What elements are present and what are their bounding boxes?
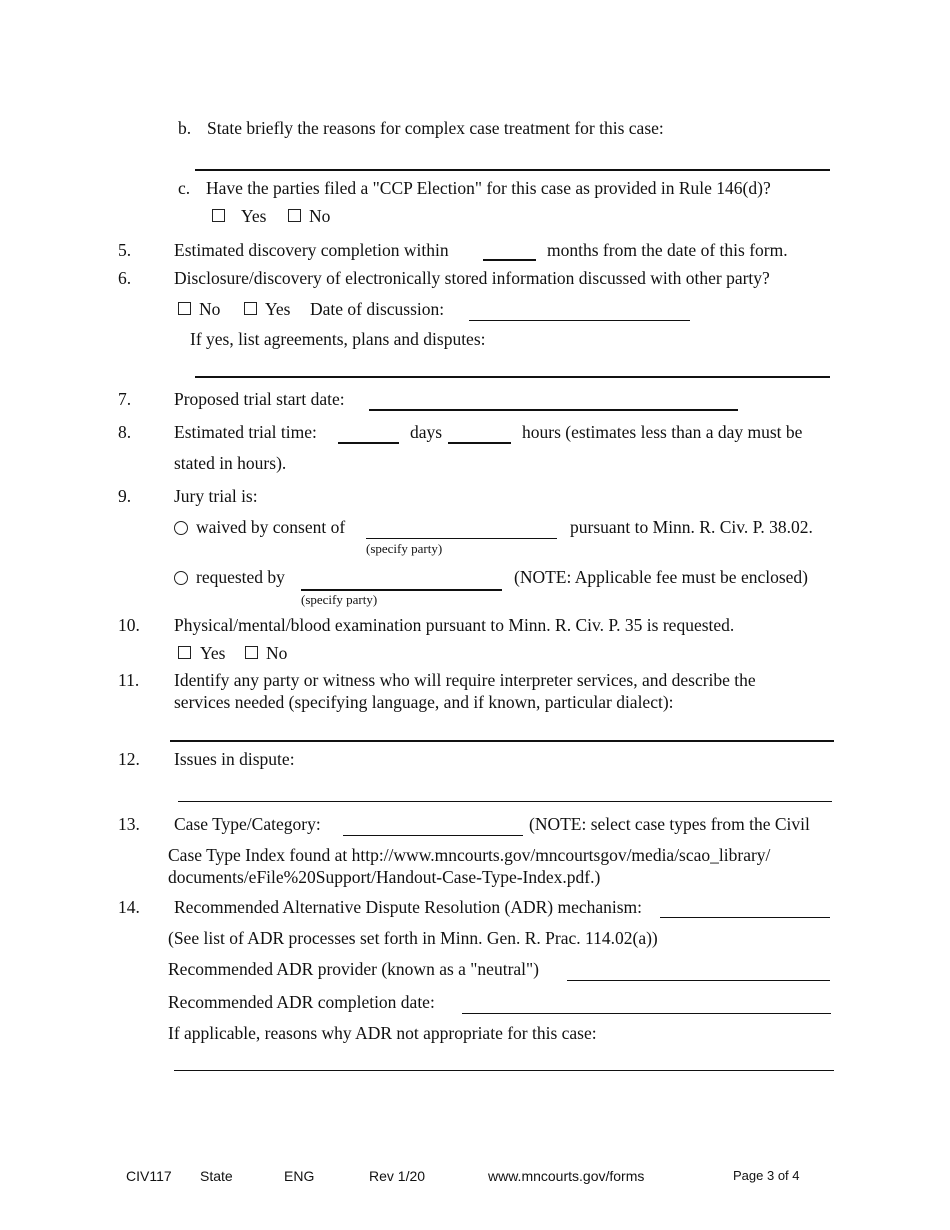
- adr-reasons-label: If applicable, reasons why ADR not appropriate for this case:: [168, 1023, 597, 1043]
- item-9-number: 9.: [118, 486, 132, 506]
- ccp-no-label: No: [309, 206, 331, 226]
- adr-provider-label: Recommended ADR provider (known as a "neutral"): [168, 959, 539, 979]
- footer-revision: Rev 1/20: [369, 1168, 426, 1184]
- item-13-line2: Case Type Index found at http://www.mncourts.gov/mncourtsgov/media/scao_library/: [168, 845, 771, 865]
- days-label: days: [410, 422, 443, 442]
- item-12-number: 12.: [118, 749, 140, 769]
- esi-no-checkbox[interactable]: [178, 302, 191, 315]
- interpreter-services-field[interactable]: [170, 740, 834, 742]
- footer-form-number: CIV117: [126, 1168, 172, 1184]
- jury-waived-rule-text: pursuant to Minn. R. Civ. P. 38.02.: [570, 517, 813, 537]
- item-6-text: Disclosure/discovery of electronically stored information discussed with other party?: [174, 268, 770, 288]
- adr-completion-label: Recommended ADR completion date:: [168, 992, 435, 1012]
- item-13-text: Case Type/Category:: [174, 814, 321, 834]
- item-8-text-b: hours (estimates less than a day must be: [522, 422, 803, 442]
- item-11-number: 11.: [118, 670, 140, 690]
- item-14-text: Recommended Alternative Dispute Resolution (ADR) mechanism:: [174, 897, 643, 917]
- item-13-line3: documents/eFile%20Support/Handout-Case-Type-Index.pdf.): [168, 867, 601, 887]
- item-7-text: Proposed trial start date:: [174, 389, 345, 409]
- item-8-text: Estimated trial time:: [174, 422, 317, 442]
- esi-date-field[interactable]: [469, 320, 690, 321]
- esi-yes-label: Yes: [265, 299, 291, 319]
- item-14-see-list: (See list of ADR processes set forth in Minn. Gen. R. Prac. 114.02(a)): [168, 928, 658, 948]
- adr-reasons-field[interactable]: [174, 1070, 834, 1071]
- item-9-text: Jury trial is:: [174, 486, 258, 506]
- jury-requested-label: requested by: [196, 567, 285, 587]
- exam-yes-label: Yes: [200, 643, 226, 663]
- esi-yes-checkbox[interactable]: [244, 302, 257, 315]
- jury-requested-radio[interactable]: [174, 571, 188, 585]
- exam-no-checkbox[interactable]: [245, 646, 258, 659]
- item-12-text: Issues in dispute:: [174, 749, 295, 769]
- item-10-text: Physical/mental/blood examination pursuant to Minn. R. Civ. P. 35 is requested.: [174, 615, 735, 635]
- item-4c-text: Have the parties filed a "CCP Election" for this case as provided in Rule 146(d)?: [206, 178, 771, 198]
- adr-mechanism-field[interactable]: [660, 917, 830, 918]
- footer-language: ENG: [284, 1168, 315, 1184]
- requested-party-field[interactable]: [301, 589, 502, 591]
- item-11-line1: Identify any party or witness who will require interpreter services, and describe the: [174, 670, 756, 690]
- discovery-months-field[interactable]: [483, 259, 536, 261]
- item-5-number: 5.: [118, 240, 132, 260]
- item-5-text: Estimated discovery completion within: [174, 240, 449, 260]
- footer-url[interactable]: www.mncourts.gov/forms: [488, 1168, 645, 1184]
- esi-if-yes-label: If yes, list agreements, plans and disputes:: [190, 329, 486, 349]
- item-5-text-b: months from the date of this form.: [547, 240, 788, 260]
- exam-no-label: No: [266, 643, 288, 663]
- requested-specify-party-caption: (specify party): [301, 592, 378, 607]
- item-6-number: 6.: [118, 268, 132, 288]
- trial-start-date-field[interactable]: [369, 409, 738, 411]
- case-type-field[interactable]: [343, 835, 523, 836]
- item-13-note: (NOTE: select case types from the Civil: [529, 814, 810, 834]
- waived-party-field[interactable]: [366, 538, 557, 539]
- complex-reasons-field[interactable]: [195, 169, 830, 171]
- adr-provider-field[interactable]: [567, 980, 830, 981]
- trial-hours-field[interactable]: [448, 442, 511, 444]
- ccp-yes-checkbox[interactable]: [212, 209, 225, 222]
- esi-date-label: Date of discussion:: [310, 299, 445, 319]
- ccp-no-checkbox[interactable]: [288, 209, 301, 222]
- jury-fee-note: (NOTE: Applicable fee must be enclosed): [514, 567, 808, 587]
- esi-agreements-field[interactable]: [195, 376, 830, 378]
- item-8-text-c: stated in hours).: [174, 453, 287, 473]
- item-4b-text: State briefly the reasons for complex case treatment for this case:: [207, 118, 664, 138]
- ccp-yes-label: Yes: [241, 206, 267, 226]
- issues-in-dispute-field[interactable]: [178, 801, 832, 802]
- item-7-number: 7.: [118, 389, 132, 409]
- waived-specify-party-caption: (specify party): [366, 541, 443, 556]
- jury-waived-label: waived by consent of: [196, 517, 346, 537]
- adr-completion-date-field[interactable]: [462, 1013, 831, 1014]
- item-13-number: 13.: [118, 814, 140, 834]
- item-4c-letter: c.: [178, 178, 191, 198]
- exam-yes-checkbox[interactable]: [178, 646, 191, 659]
- item-8-number: 8.: [118, 422, 132, 442]
- item-14-number: 14.: [118, 897, 140, 917]
- jury-waived-radio[interactable]: [174, 521, 188, 535]
- item-10-number: 10.: [118, 615, 140, 635]
- item-4b-letter: b.: [178, 118, 192, 138]
- esi-no-label: No: [199, 299, 221, 319]
- item-11-line2: services needed (specifying language, and if known, particular dialect):: [174, 692, 674, 712]
- footer-state: State: [200, 1168, 233, 1184]
- footer-page-number: Page 3 of 4: [733, 1168, 800, 1183]
- trial-days-field[interactable]: [338, 442, 399, 444]
